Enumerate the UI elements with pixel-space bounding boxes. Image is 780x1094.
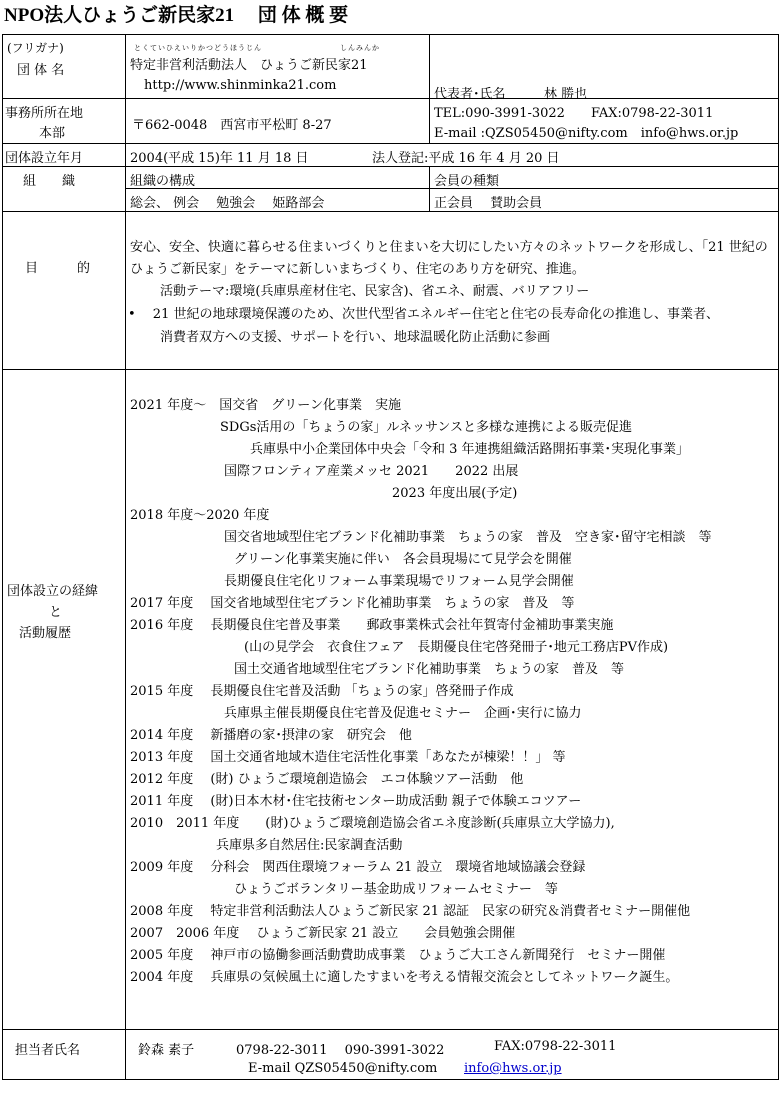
org-name-furigana-1: とくていひえいりかつどうほうじん xyxy=(134,44,262,52)
org-composition-label: 組織の構成 xyxy=(130,174,196,189)
founding-label-cell xyxy=(3,144,126,167)
org-composition-label-cell xyxy=(126,167,430,189)
history-line: 2007 2006 年度 ひょうご新民家 21 設立 会員勉強会開催 xyxy=(130,926,516,941)
history-label-3: 活動履歴 xyxy=(19,626,72,641)
contact-row xyxy=(3,1030,779,1080)
office-address-cell xyxy=(126,99,430,144)
org-overview-table xyxy=(2,34,779,1080)
furigana-label: (フリガナ) xyxy=(7,41,64,55)
office-label-1: 事務所所在地 xyxy=(5,106,84,121)
purpose-line: • 21 世紀の地球環境保護のため、次世代型省エネルギー住宅と住宅の長寿命化の推進し、事業者、 xyxy=(128,307,719,322)
org-url[interactable]: http://www.shinminka21.com xyxy=(144,78,337,93)
history-line: 2004 年度 兵庫県の気候風土に適したすまいを考える情報交流会としてネットワーク誕生。 xyxy=(130,970,679,985)
org-name-label-cell xyxy=(3,35,126,99)
org-composition-cell xyxy=(126,189,430,212)
contact-name: 鈴森 素子 xyxy=(138,1043,195,1058)
member-types-cell xyxy=(430,189,779,212)
history-line: ひょうごボランタリー基金助成リフォームセミナー 等 xyxy=(234,882,558,897)
structure-label: 組 織 xyxy=(23,174,76,189)
history-line: 2023 年度出展(予定) xyxy=(392,486,518,501)
history-line: 兵庫県主催長期優良住宅普及促進セミナー 企画･実行に協力 xyxy=(224,706,582,721)
history-line: SDGs活用の「ちょうの家」ルネッサンスと多様な連携による販売促進 xyxy=(220,420,632,435)
purpose-text-cell xyxy=(126,212,779,370)
representative-name: 林 勝也 xyxy=(544,87,588,102)
history-line: 2011 年度 (財)日本木材･住宅技術センター助成活動 親子で体験エコツアー xyxy=(130,794,582,809)
contact-label-cell xyxy=(3,1030,126,1080)
office-tel-fax: TEL:090-3991-3022 FAX:0798-22-3011 xyxy=(434,106,714,121)
member-types: 正会員 賛助会員 xyxy=(434,196,543,211)
purpose-line: 安心、安全、快適に暮らせる住まいづくりと住まいを大切にしたい方々のネットワークを形成し、「21 世紀の xyxy=(130,240,768,255)
contact-email-link[interactable]: info@hws.or.jp xyxy=(464,1061,562,1076)
purpose-label: 目 的 xyxy=(25,261,91,276)
history-line: 国際フロンティア産業メッセ 2021 2022 出展 xyxy=(224,464,519,479)
purpose-label-cell xyxy=(3,212,126,370)
history-line: 2010 2011 年度 (財)ひょうご環境創造協会省エネ度診断(兵庫県立大学協力), xyxy=(130,816,615,831)
history-line: (山の見学会 衣食住フェア 長期優良住宅啓発冊子･地元工務店PV作成) xyxy=(244,640,669,655)
office-email: E-mail :QZS05450@nifty.com info@hws.or.jp xyxy=(434,126,739,141)
page-title: NPO法人ひょうご新民家21 団 体 概 要 xyxy=(4,5,349,26)
history-line: 2012 年度 (財) ひょうご環境創造協会 エコ体験ツアー活動 他 xyxy=(130,772,524,787)
purpose-line: 消費者双方への支援、サポートを行い、地球温暖化防止活動に参画 xyxy=(160,330,551,345)
purpose-line: 活動テーマ:環境(兵庫県産材住宅、民家含)、省エネ、耐震、バリアフリー xyxy=(160,284,590,299)
contact-value-cell xyxy=(126,1030,779,1080)
org-composition: 総会、 例会 勉強会 姫路部会 xyxy=(130,196,325,211)
purpose-line: ひょうご新民家」をテーマに新しいまちづくり、住宅のあり方を研究、推進。 xyxy=(130,262,585,277)
contact-label: 担当者氏名 xyxy=(15,1043,81,1058)
representative-label: 代表者･氏名 xyxy=(434,87,506,102)
purpose-row xyxy=(3,212,779,370)
founding-date: 2004(平成 15)年 11 月 18 日 xyxy=(130,151,309,166)
office-label-2: 本部 xyxy=(39,126,66,141)
history-row xyxy=(3,370,779,1030)
history-line: 国土交通省地域型住宅ブランド化補助事業 ちょうの家 普及 等 xyxy=(234,662,625,677)
history-label-cell xyxy=(3,370,126,1030)
office-contact-cell xyxy=(430,99,779,144)
history-line: 2005 年度 神戸市の協働参画活動費助成事業 ひょうご大工さん新聞発行 セミナー開催 xyxy=(130,948,666,963)
founding-value-cell xyxy=(126,144,779,167)
registration-date: 法人登記:平成 16 年 4 月 20 日 xyxy=(372,151,560,166)
member-types-label-cell xyxy=(430,167,779,189)
history-line: 2014 年度 新播磨の家･摂津の家 研究会 他 xyxy=(130,728,412,743)
contact-fax: FAX:0798-22-3011 xyxy=(494,1039,617,1054)
office-row xyxy=(3,99,779,144)
office-address: 〒662-0048 西宮市平松町 8-27 xyxy=(132,118,332,133)
member-types-label: 会員の種類 xyxy=(434,174,500,189)
history-line: 2013 年度 国土交通省地域木造住宅活性化事業「あなたが棟梁！！」 等 xyxy=(130,750,566,765)
history-line: 長期優良住宅化リフォーム事業現場でリフォーム見学会開催 xyxy=(224,574,574,589)
founding-row xyxy=(3,144,779,167)
contact-email: E-mail QZS05450@nifty.com xyxy=(248,1061,438,1076)
contact-tel: 0798-22-3011 090-3991-3022 xyxy=(236,1043,445,1058)
org-name-row xyxy=(3,35,779,99)
history-line: グリーン化事業実施に伴い 各会員現場にて見学会を開催 xyxy=(234,552,572,567)
history-label-1: 団体設立の経緯 xyxy=(7,584,99,599)
history-line: 国交省地域型住宅ブランド化補助事業 ちょうの家 普及 空き家･留守宅相談 等 xyxy=(224,530,712,545)
org-name-label: 団 体 名 xyxy=(17,63,65,78)
history-line: 2015 年度 長期優良住宅普及活動 「ちょうの家」啓発冊子作成 xyxy=(130,684,514,699)
history-text-cell xyxy=(126,370,779,1030)
history-line: 2017 年度 国交省地域型住宅ブランド化補助事業 ちょうの家 普及 等 xyxy=(130,596,575,611)
history-line: 2018 年度～2020 年度 xyxy=(130,508,270,523)
history-line: 2016 年度 長期優良住宅普及事業 郵政事業株式会社年賀寄付金補助事業実施 xyxy=(130,618,614,633)
history-line: 2009 年度 分科会 関西住環境フォーラム 21 設立 環境省地域協議会登録 xyxy=(130,860,586,875)
org-name-furigana-2: しんみんか xyxy=(340,44,380,52)
org-name-cell xyxy=(126,35,430,99)
history-label-2: と xyxy=(49,605,63,620)
org-name: 特定非営利活動法人 ひょうご新民家21 xyxy=(130,58,368,73)
history-line: 2008 年度 特定非営利活動法人ひょうご新民家 21 認証 民家の研究＆消費者セミナー開催他 xyxy=(130,904,691,919)
history-line: 兵庫県多自然居住:民家調査活動 xyxy=(216,838,403,853)
representative-cell xyxy=(430,35,779,102)
structure-row-1 xyxy=(3,167,779,189)
history-line: 兵庫県中小企業団体中央会「令和 3 年連携組織活路開拓事業･実現化事業」 xyxy=(250,442,690,457)
founding-label: 団体設立年月 xyxy=(5,151,84,166)
office-label-cell xyxy=(3,99,126,144)
history-line: 2021 年度～ 国交省 グリーン化事業 実施 xyxy=(130,398,401,413)
structure-label-cell xyxy=(3,167,126,212)
